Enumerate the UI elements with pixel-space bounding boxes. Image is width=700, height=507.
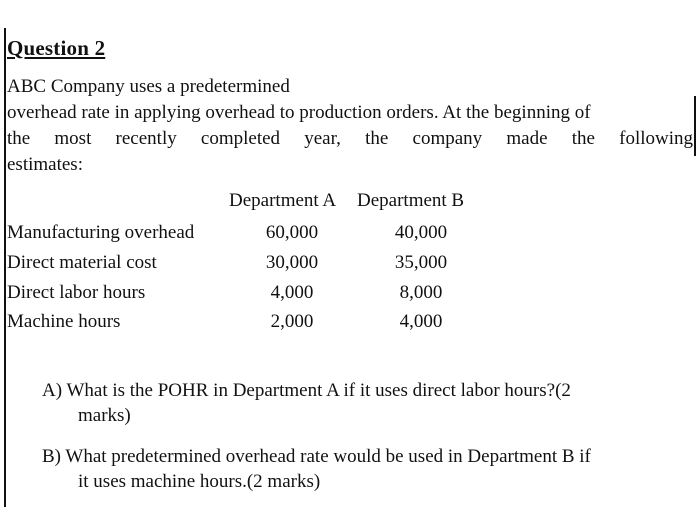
- dept-a-value: 2,000: [270, 311, 314, 332]
- intro-line-2: overhead rate in applying overhead to production orders. At the beginning of: [7, 102, 591, 123]
- part-b-line-2: it uses machine hours.(2 marks): [78, 471, 321, 492]
- dept-a-value: 30,000: [265, 252, 319, 273]
- right-border-rule: [694, 96, 696, 156]
- part-a-line-1: A) What is the POHR in Department A if it uses direct labor hours?(2: [42, 380, 571, 401]
- row-label: Machine hours: [7, 311, 121, 332]
- dept-b-value: 35,000: [394, 252, 448, 273]
- dept-b-header: Department B: [357, 190, 465, 211]
- dept-b-value: 8,000: [399, 282, 443, 303]
- question-intro: [7, 74, 693, 178]
- part-a-line-2: marks): [78, 405, 131, 426]
- row-label: Direct material cost: [7, 252, 157, 273]
- dept-a-value: 4,000: [270, 282, 314, 303]
- row-label: Manufacturing overhead: [7, 222, 195, 243]
- intro-line-4: estimates:: [7, 154, 83, 175]
- intro-line-3: the most recently completed year, the company made the following: [7, 128, 693, 149]
- dept-b-value: 4,000: [399, 311, 443, 332]
- part-b-line-1: B) What predetermined overhead rate would be used in Department B if: [42, 446, 591, 467]
- intro-line-1: ABC Company uses a predetermined: [7, 76, 290, 97]
- row-label: Direct labor hours: [7, 282, 146, 303]
- question-title: Question 2: [7, 36, 106, 60]
- left-border-rule: [4, 28, 6, 507]
- part-b-question: [42, 444, 694, 494]
- dept-a-header: Department A: [229, 190, 337, 211]
- part-a-question: [42, 378, 694, 428]
- dept-b-value: 40,000: [394, 222, 448, 243]
- dept-a-value: 60,000: [265, 222, 319, 243]
